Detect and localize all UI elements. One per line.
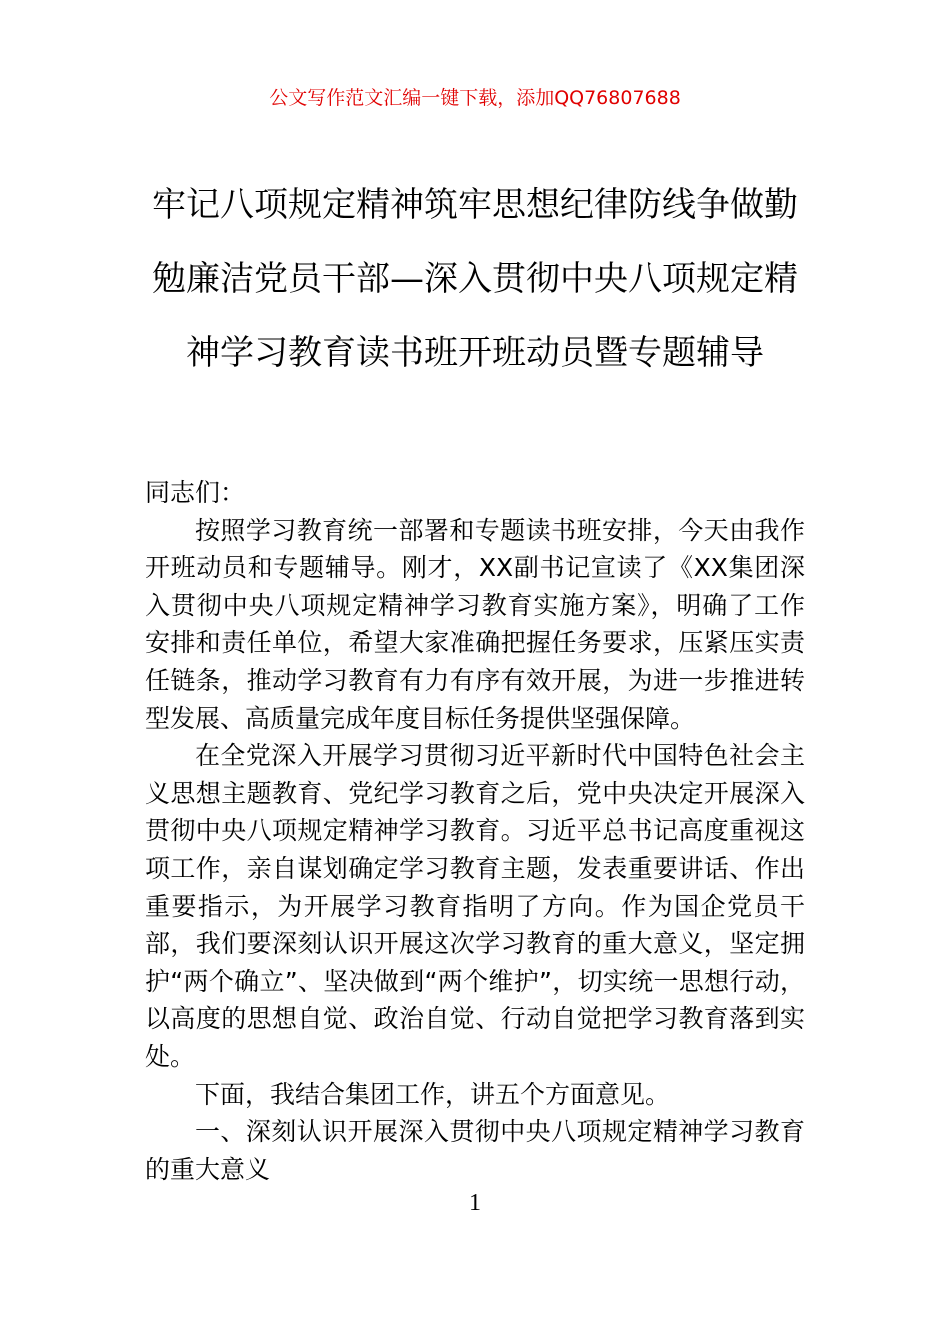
section-heading: 一、深刻认识开展深入贯彻中央八项规定精神学习教育的重大意义 xyxy=(145,1117,805,1184)
document-title: 牢记八项规定精神筑牢思想纪律防线争做勤勉廉洁党员干部—深入贯彻中央八项规定精神学习教育读书班开班动员暨专题辅导 xyxy=(152,185,798,373)
paragraph: 按照学习教育统一部署和专题读书班安排，今天由我作开班动员和专题辅导。刚才，XX副书记宣读了《XX集团深入贯彻中央八项规定精神学习教育实施方案》，明确了工作安排和责任单位，希望大家准确把握任务要求，压紧压实责任链条，推动学习教育有力有序有效开展，为进一步推进转型发展、高质量完成年度目标任务提供坚强保障。 xyxy=(145,515,805,733)
paragraph: 在全党深入开展学习贯彻习近平新时代中国特色社会主义思想主题教育、党纪学习教育之后，党中央决定开展深入贯彻中央八项规定精神学习教育。习近平总书记高度重视这项工作，亲自谋划确定学习教育主题，发表重要讲话、作出重要指示，为开展学习教育指明了方向。作为国企党员干部，我们要深刻认识开展这次学习教育的重大意义，坚定拥护“两个确立”、坚决做到“两个维护”，切实统一思想行动，以高度的思想自觉、政治自觉、行动自觉把学习教育落到实处。 xyxy=(145,741,805,1071)
page-number: 1 xyxy=(469,1190,481,1216)
download-banner: 公文写作范文汇编一键下载，添加QQ76807688 xyxy=(269,87,681,109)
salutation: 同志们： xyxy=(145,478,246,507)
paragraph: 下面，我结合集团工作，讲五个方面意见。 xyxy=(195,1079,671,1109)
document-body xyxy=(145,474,805,1188)
